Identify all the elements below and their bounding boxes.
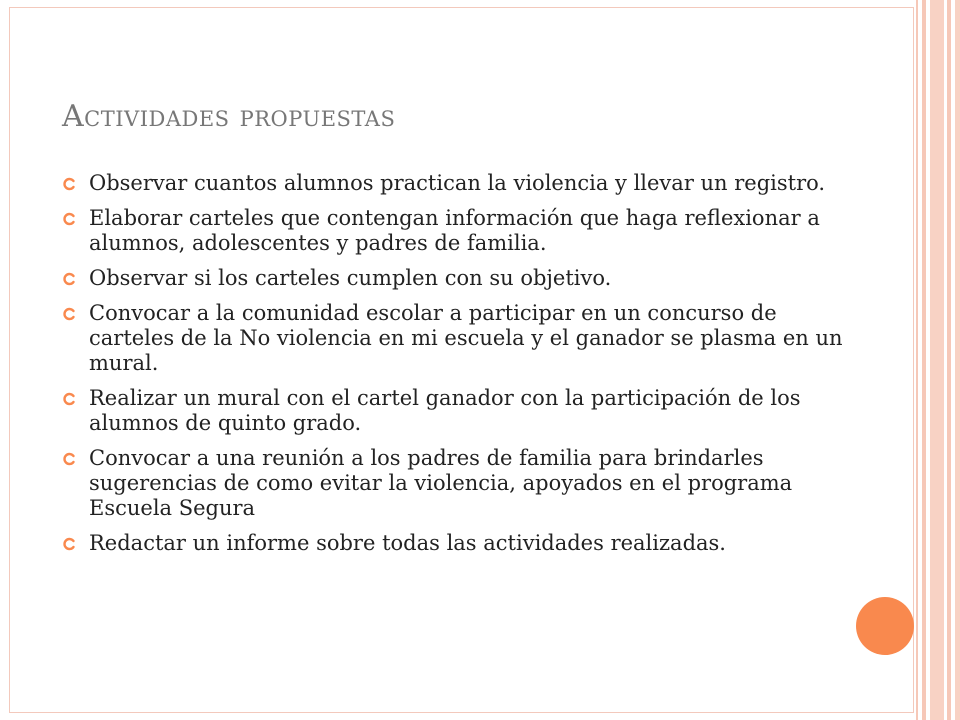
ring-bullet-icon — [62, 452, 76, 466]
ring-bullet-icon — [62, 272, 76, 286]
slide-title: Actividades propuestas — [62, 99, 396, 134]
bullet-text: Realizar un mural con el cartel ganador con la participación de los alumnos de quinto grado. — [89, 386, 801, 435]
ring-bullet-icon — [62, 177, 76, 191]
bullet-text: Observar si los carteles cumplen con su objetivo. — [89, 266, 612, 290]
decorative-stripes — [916, 0, 960, 720]
stripe — [916, 0, 918, 720]
ring-bullet-icon — [62, 307, 76, 321]
bullet-item — [62, 446, 852, 521]
stripe — [922, 0, 926, 720]
bullet-text: Redactar un informe sobre todas las actividades realizadas. — [89, 531, 726, 555]
stripe — [947, 0, 951, 720]
bullet-list — [62, 171, 852, 566]
bullet-text: Convocar a la comunidad escolar a participar en un concurso de carteles de la No violencia en mi escuela y el ganador se plasma en un mural. — [89, 301, 843, 375]
bullet-item — [62, 206, 852, 256]
ring-bullet-icon — [62, 392, 76, 406]
bullet-item — [62, 171, 852, 196]
stripe — [955, 0, 960, 720]
bullet-text: Elaborar carteles que contengan información que haga reflexionar a alumnos, adolescentes y padres de familia. — [89, 206, 820, 255]
bullet-item — [62, 266, 852, 291]
bullet-item — [62, 301, 852, 376]
stripe — [930, 0, 944, 720]
bullet-text: Convocar a una reunión a los padres de familia para brindarles sugerencias de como evitar la violencia, apoyados en el programa Escuela Segura — [89, 446, 793, 520]
bullet-text: Observar cuantos alumnos practican la violencia y llevar un registro. — [89, 171, 826, 195]
decorative-circle — [856, 597, 914, 655]
ring-bullet-icon — [62, 537, 76, 551]
bullet-item — [62, 531, 852, 556]
bullet-item — [62, 386, 852, 436]
ring-bullet-icon — [62, 212, 76, 226]
